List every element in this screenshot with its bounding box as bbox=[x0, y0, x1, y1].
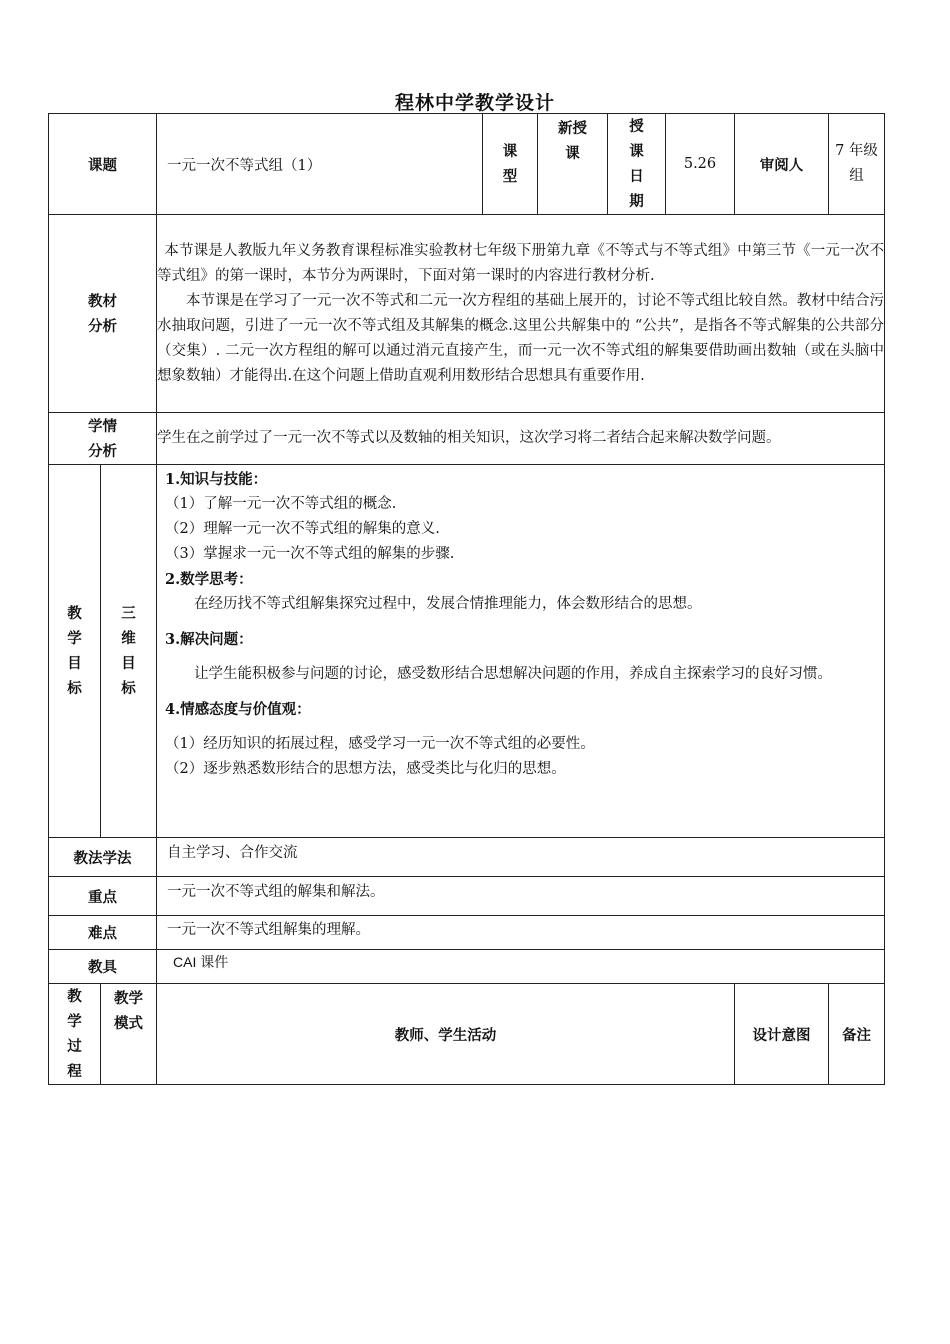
teaching-tools-label: 教具 bbox=[49, 950, 157, 984]
goal-attitude-item: （1）经历知识的拓展过程，感受学习一元一次不等式组的必要性。 bbox=[165, 736, 595, 752]
teaching-date-value: 5.26 bbox=[666, 114, 735, 215]
student-analysis-label: 学情 分析 bbox=[49, 413, 157, 465]
reviewer-label: 审阅人 bbox=[735, 114, 829, 215]
goal-knowledge-item: （3）掌握求一元一次不等式组的解集的步骤. bbox=[165, 546, 455, 562]
goal-attitude-item: （2）逐步熟悉数形结合的思想方法，感受类比与化归的思想。 bbox=[165, 761, 566, 777]
goal-attitude-heading: 4.情感态度与价值观： bbox=[165, 701, 311, 718]
difficult-point-label: 难点 bbox=[49, 916, 157, 950]
lesson-plan-table bbox=[48, 113, 885, 1085]
goal-knowledge-item: （2）理解一元一次不等式组的解集的意义. bbox=[165, 521, 440, 537]
lesson-type-label: 课 型 bbox=[483, 114, 538, 215]
student-analysis-row bbox=[49, 413, 885, 465]
lesson-type-value: 新授 课 bbox=[538, 114, 608, 215]
method-label: 教法学法 bbox=[49, 838, 157, 877]
teaching-goals-label: 教 学 目 标 bbox=[49, 465, 101, 838]
process-header-row bbox=[49, 984, 885, 1085]
goal-problem-text: 让学生能积极参与问题的讨论，感受数形结合思想解决问题的作用，养成自主探索学习的良好习惯。 bbox=[194, 666, 832, 682]
teaching-goals-text bbox=[157, 465, 885, 838]
key-point-value: 一元一次不等式组的解集和解法。 bbox=[157, 877, 885, 916]
document-title: 程林中学教学设计 bbox=[394, 92, 555, 114]
difficult-point-row bbox=[49, 916, 885, 950]
key-point-row bbox=[49, 877, 885, 916]
teaching-goals-row bbox=[49, 465, 885, 838]
goal-thinking-text: 在经历找不等式组解集探究过程中，发展合情推理能力，体会数形结合的思想。 bbox=[194, 596, 702, 612]
goal-thinking-heading: 2.数学思考： bbox=[165, 571, 253, 588]
material-analysis-label: 教材 分析 bbox=[49, 215, 157, 413]
key-point-label: 重点 bbox=[49, 877, 157, 916]
teaching-mode-label: 教学 模式 bbox=[101, 984, 157, 1085]
design-intent-label: 设计意图 bbox=[735, 984, 829, 1085]
remark-label: 备注 bbox=[829, 984, 885, 1085]
goal-knowledge-heading: 1.知识与技能： bbox=[165, 471, 268, 488]
teaching-process-label: 教 学 过 程 bbox=[49, 984, 101, 1085]
material-analysis-row bbox=[49, 215, 885, 413]
reviewer-value: 7 年级 组 bbox=[829, 114, 885, 215]
method-value: 自主学习、合作交流 bbox=[157, 838, 885, 877]
three-dimension-goals-label: 三 维 目 标 bbox=[101, 465, 157, 838]
goal-knowledge-item: （1）了解一元一次不等式组的概念. bbox=[165, 496, 397, 512]
teaching-tools-row bbox=[49, 950, 885, 984]
teaching-tools-value: CAI 课件 bbox=[157, 950, 885, 984]
difficult-point-value: 一元一次不等式组解集的理解。 bbox=[157, 916, 885, 950]
topic-label: 课题 bbox=[49, 114, 157, 215]
material-analysis-text: 本节课是人教版九年义务教育课程标准实验教材七年级下册第九章《不等式与不等式组》中第三节《一元一次不等式组》的第一课时，本节分为两课时，下面对第一课时的内容进行教材分析. 本节课是在学习了一元一次不等式和二元一次方程组的基础上展开的，讨论不等式组比较自然。教材中结合污水抽取问题，引进了一元一次不等式组及其解集的概念.这里公共解集中的 “公共”，是指各不等式解集的公共部分（交集）. 二元一次方程组的解可以通过消元直接产生，而一元一次不等式组的解集要借助画出数轴（或在头脑中想象数轴）才能得出.在这个问题上借助直观利用数形结合思想具有重要作用. bbox=[157, 215, 885, 413]
header-row bbox=[49, 114, 885, 215]
student-analysis-text: 学生在之前学过了一元一次不等式以及数轴的相关知识，这次学习将二者结合起来解决数学问题。 bbox=[157, 413, 885, 465]
goal-problem-heading: 3.解决问题： bbox=[165, 631, 253, 648]
teaching-date-label: 授 课 日 期 bbox=[608, 114, 666, 215]
method-row bbox=[49, 838, 885, 877]
topic-value: 一元一次不等式组（1） bbox=[157, 114, 483, 215]
activity-label: 教师、学生活动 bbox=[157, 984, 735, 1085]
